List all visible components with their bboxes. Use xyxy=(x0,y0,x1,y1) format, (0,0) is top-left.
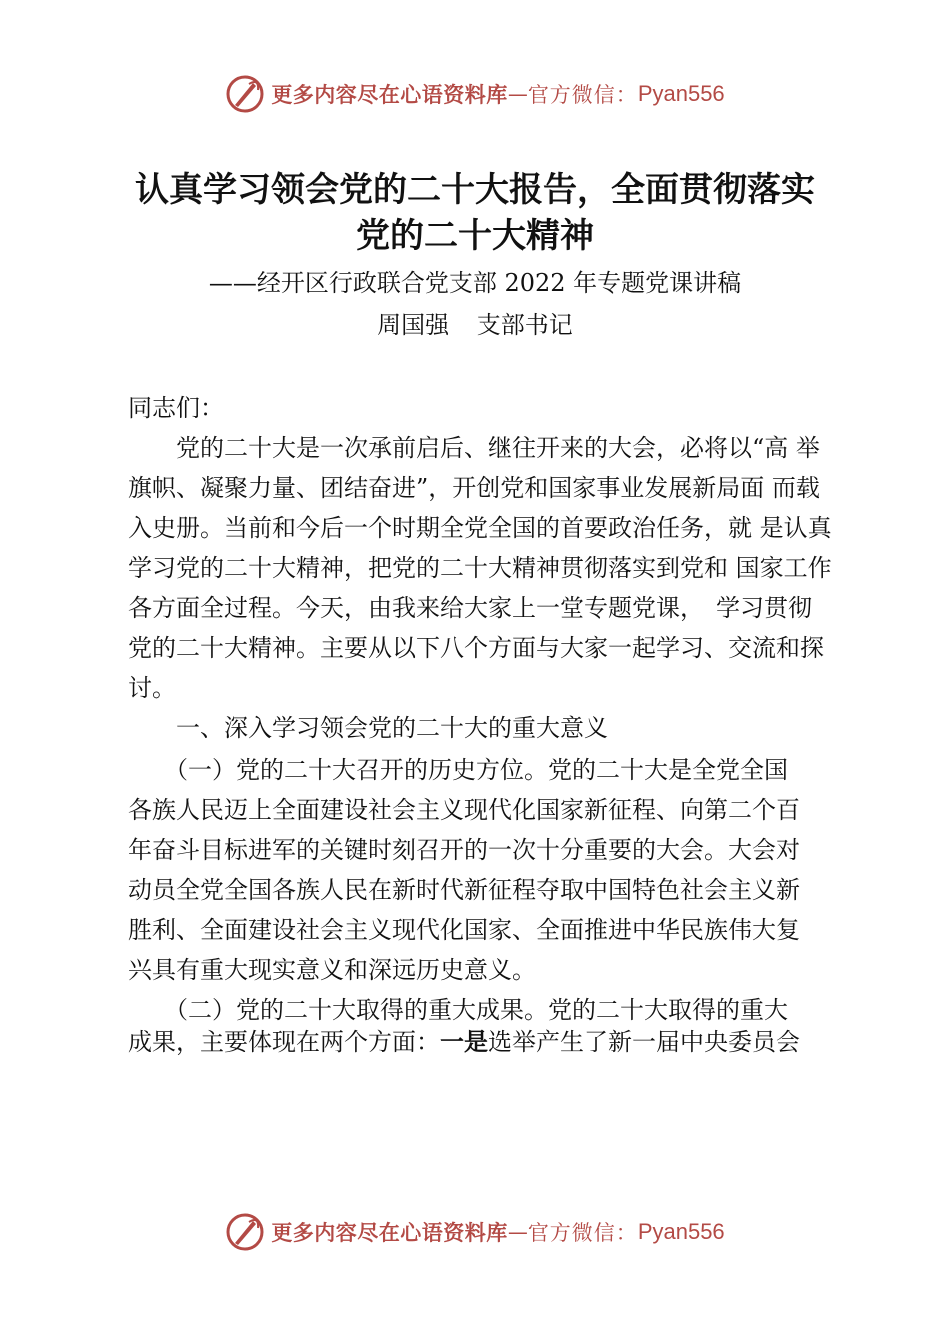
watermark-banner-top xyxy=(0,72,950,116)
body-line: 动员全党全国各族人民在新时代新征程夺取中国特色社会主义新 xyxy=(128,876,800,904)
body-line: 胜利、全面建设社会主义现代化国家、全面推进中华民族伟大复 xyxy=(128,916,800,944)
watermark-banner-bottom xyxy=(0,1210,950,1254)
body-line: 同志们： xyxy=(128,394,224,422)
quill-logo-icon xyxy=(225,1212,265,1252)
document-title-line2: 党的二十大精神 xyxy=(356,216,594,256)
body-line: 各族人民迈上全面建设社会主义现代化国家新征程、向第二个百 xyxy=(128,796,800,824)
body-line: 党的二十大精神。主要从以下八个方面与大家一起学习、交流和探 xyxy=(128,634,824,662)
body-line: 讨。 xyxy=(128,674,176,702)
watermark-separator: — xyxy=(507,82,528,106)
body-line: 旗帜、凝聚力量、团结奋进”，开创党和国家事业发展新局面 而载 xyxy=(128,474,820,502)
document-subtitle: ——经开区行政联合党支部 2022 年专题党课讲稿 xyxy=(208,269,742,297)
emphasis-first: 一是 xyxy=(440,1028,488,1056)
watermark-contact-label: 官方微信： xyxy=(527,1221,638,1245)
section-heading: 一、深入学习领会党的二十大的重大意义 xyxy=(128,714,608,742)
body-line: 学习党的二十大精神，把党的二十大精神贯彻落实到党和 国家工作 xyxy=(128,554,832,582)
body-line: 入史册。当前和今后一个时期全党全国的首要政治任务，就 是认真 xyxy=(128,514,832,542)
body-line: 兴具有重大现实意义和深远历史意义。 xyxy=(128,956,536,984)
quill-logo-icon xyxy=(225,74,265,114)
watermark-contact-label: 官方微信： xyxy=(527,83,638,107)
body-line-last xyxy=(128,1022,858,1062)
document-title-line1: 认真学习领会党的二十大报告，全面贯彻落实 xyxy=(135,170,815,210)
body-line: 党的二十大是一次承前启后、继往开来的大会，必将以“高 举 xyxy=(128,434,820,462)
body-line: 各方面全过程。今天，由我来给大家上一堂专题党课， 学习贯彻 xyxy=(128,594,812,622)
watermark-brand: 更多内容尽在心语资料库 xyxy=(271,1221,508,1245)
watermark-separator: — xyxy=(507,1220,528,1244)
body-line: （二）党的二十大取得的重大成果。党的二十大取得的重大 xyxy=(128,996,788,1024)
last-line-prefix: 成果，主要体现在两个方面： xyxy=(128,1028,440,1056)
watermark-brand: 更多内容尽在心语资料库 xyxy=(271,83,508,107)
watermark-wechat-id: Pyan556 xyxy=(637,1219,725,1244)
last-line-suffix: 选举产生了新一届中央委员会 xyxy=(488,1028,800,1056)
watermark-wechat-id: Pyan556 xyxy=(637,81,725,106)
body-line: （一）党的二十大召开的历史方位。党的二十大是全党全国 xyxy=(128,756,788,784)
document-author: 周国强 支部书记 xyxy=(377,311,573,339)
body-line: 年奋斗目标进军的关键时刻召开的一次十分重要的大会。大会对 xyxy=(128,836,800,864)
